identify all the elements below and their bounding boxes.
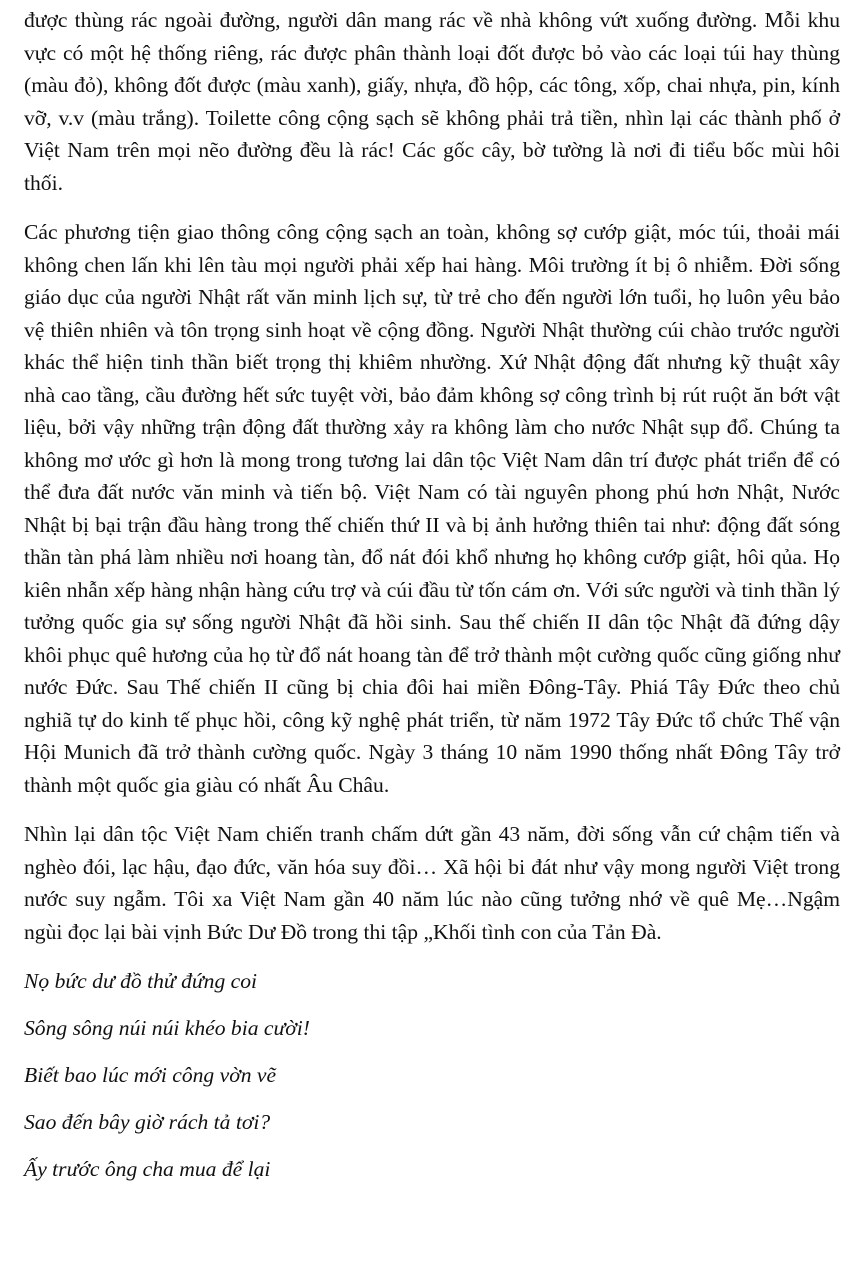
poem-line: Nọ bức dư đồ thử đứng coi xyxy=(24,969,258,993)
poem-line: Biết bao lúc mới công vờn vẽ xyxy=(24,1063,277,1087)
paragraph-waste-sorting: được thùng rác ngoài đường, người dân mang rác về nhà không vứt xuống đường. Mỗi khu vực có một hệ thống riêng, rác được phân thành loại đốt được bỏ vào các loại túi hay thùng (màu đỏ), không đốt được (màu xanh), giấy, nhựa, đồ hộp, các tông, xốp, chai nhựa, pin, kính vỡ, v.v (màu trắng). Toilette công cộng sạch sẽ không phải trả tiền, nhìn lại các thành phố ở Việt Nam trên mọi nẽo đường đều là rác! Các gốc cây, bờ tường là nơi đi tiểu bốc mùi hôi thối. xyxy=(24,8,840,195)
poem-line: Ấy trước ông cha mua để lại xyxy=(24,1157,271,1181)
document-page xyxy=(24,4,840,1200)
poem-line: Sông sông núi núi khéo bia cười! xyxy=(24,1016,310,1040)
paragraph-japan-society: Các phương tiện giao thông công cộng sạch an toàn, không sợ cướp giật, móc túi, thoải mái không chen lấn khi lên tàu mọi người phải xếp hai hàng. Môi trường ít bị ô nhiễm. Đời sống giáo dục của người Nhật rất văn minh lịch sự, từ trẻ cho đến người lớn tuổi, họ luôn yêu bảo vệ thiên nhiên và tôn trọng sinh hoạt về cộng đồng. Người Nhật thường cúi chào trước người khác thể hiện tinh thần biết trọng thị khiêm nhường. Xứ Nhật động đất nhưng kỹ thuật xây nhà cao tầng, cầu đường hết sức tuyệt vời, bảo đảm không sợ công trình bị rút ruột ăn bớt vật liệu, bởi vậy những trận động đất thường xảy ra không làm cho nước Nhật sụp đổ. Chúng ta không mơ ước gì hơn là mong trong tương lai dân tộc Việt Nam dân trí được phát triển để có thể đưa đất nước văn minh và tiến bộ. Việt Nam có tài nguyên phong phú hơn Nhật, Nước Nhật bị bại trận đầu hàng trong thế chiến thứ II và bị ảnh hưởng thiên tai như: động đất sóng thần tàn phá làm nhiều nơi hoang tàn, đổ nát đói khổ nhưng họ không cướp giật, hôi qủa. Họ kiên nhẫn xếp hàng nhận hàng cứu trợ và cúi đầu từ tốn cám ơn. Với sức người và tinh thần lý tưởng quốc gia sự sống người Nhật đã hồi sinh. Sau thế chiến II dân tộc Nhật đã đứng dậy khôi phục quê hương của họ từ đổ nát hoang tàn để trở thành một cường quốc cũng giống như nước Đức. Sau Thế chiến II cũng bị chia đôi hai miền Đông-Tây. Phiá Tây Đức theo chủ nghiã tự do kinh tế phục hồi, công kỹ nghệ phát triển, từ năm 1972 Tây Đức tổ chức Thế vận Hội Munich đã trở thành cường quốc. Ngày 3 tháng 10 năm 1990 thống nhất Đông Tây trở thành một quốc gia giàu có nhất Âu Châu. xyxy=(24,220,840,797)
poem-line: Sao đến bây giờ rách tả tơi? xyxy=(24,1110,271,1134)
poem-block xyxy=(24,965,840,1200)
paragraph-vietnam-reflection: Nhìn lại dân tộc Việt Nam chiến tranh chấm dứt gần 43 năm, đời sống vẫn cứ chậm tiến và nghèo đói, lạc hậu, đạo đức, văn hóa suy đồi… Xã hội bi đát như vậy mong người Việt trong nước suy ngẫm. Tôi xa Việt Nam gần 40 năm lúc nào cũng tưởng nhớ về quê Mẹ…Ngậm ngùi đọc lại bài vịnh Bức Dư Đồ trong thi tập „Khối tình con của Tản Đà. xyxy=(24,822,840,944)
